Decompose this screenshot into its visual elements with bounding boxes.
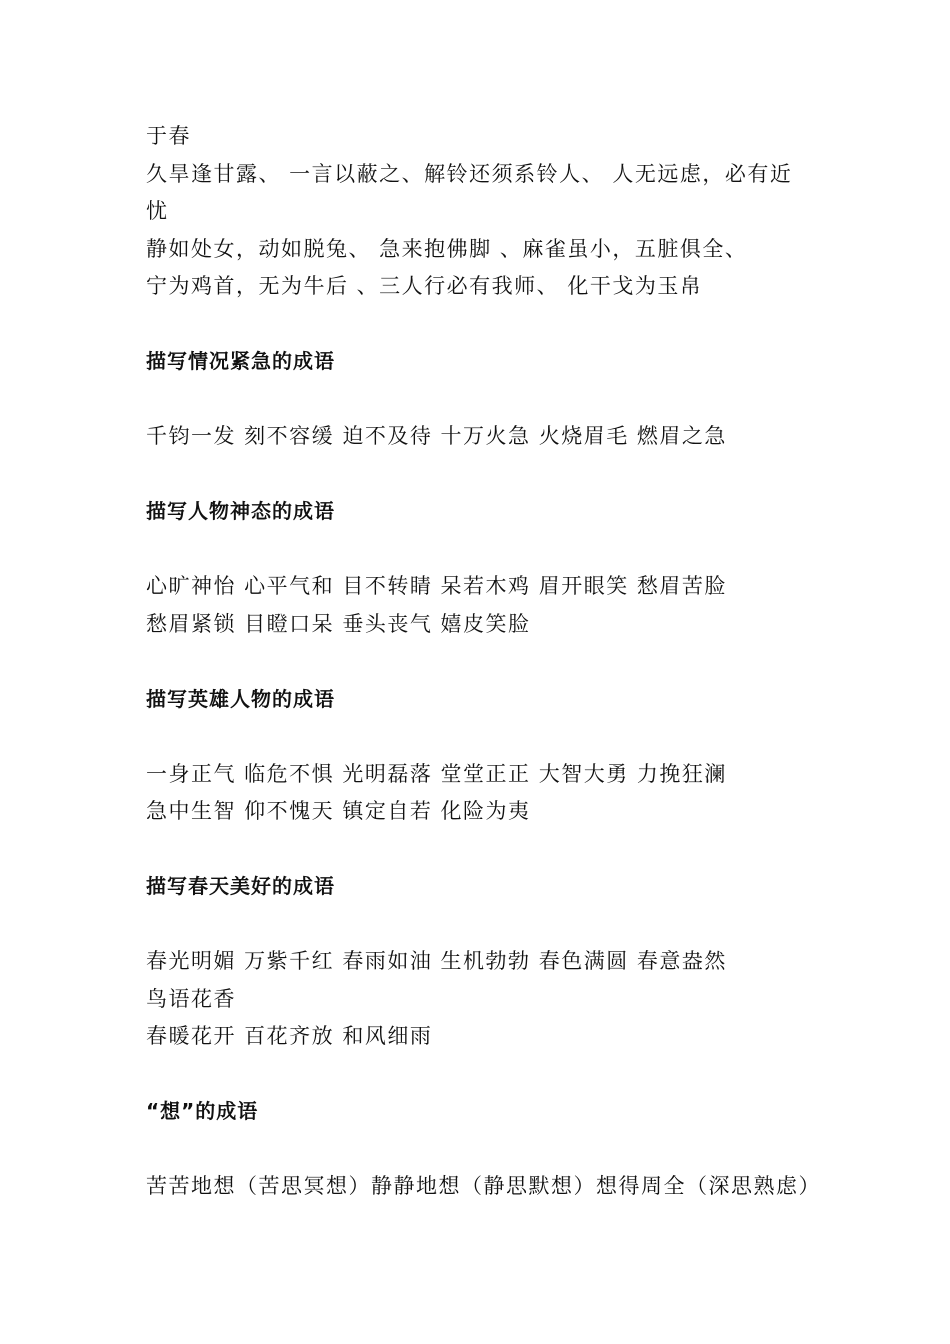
spacer (146, 456, 826, 494)
spacer (146, 531, 826, 569)
text-line: 急中生智 仰不愧天 镇定自若 化险为夷 (146, 799, 531, 823)
text-line: 春光明媚 万紫千红 春雨如油 生机勃勃 春色满圆 春意盎然 (146, 949, 727, 973)
text-line: 心旷神怡 心平气和 目不转睛 呆若木鸡 眉开眼笑 愁眉苦脸 (146, 574, 727, 598)
text-line: 愁眉紧锁 目瞪口呆 垂头丧气 嬉皮笑脸 (146, 611, 531, 636)
spacer (146, 1131, 826, 1169)
text-line: 宁为鸡首，无为牛后 、三人行必有我师、 化干戈为玉帛 (146, 274, 703, 298)
text-line: 鸟语花香 (146, 986, 236, 1011)
spacer (146, 831, 826, 869)
section-heading: 描写情况紧急的成语 (146, 349, 335, 373)
spacer (146, 306, 826, 344)
section-hero (146, 681, 826, 831)
spacer (146, 1056, 826, 1094)
text-line: 春暖花开 百花齐放 和风细雨 (146, 1024, 433, 1048)
text-line: 久旱逢甘露、 一言以蔽之、解铃还须系铃人、 人无远虑，必有近 (146, 161, 793, 186)
text-line: 于春 (146, 124, 191, 148)
section-heading: 描写人物神态的成语 (146, 499, 335, 523)
section-heading: 描写英雄人物的成语 (146, 686, 335, 711)
text-line: 一身正气 临危不惧 光明磊落 堂堂正正 大智大勇 力挽狂澜 (146, 761, 727, 786)
document-body (146, 118, 826, 1206)
text-line: 千钧一发 刻不容缓 迫不及待 十万火急 火烧眉毛 燃眉之急 (146, 424, 727, 448)
section-think (146, 1093, 826, 1206)
spacer (146, 643, 826, 681)
section-urgent (146, 343, 826, 456)
section-heading: 描写春天美好的成语 (146, 874, 335, 898)
text-line: 苦苦地想（苦思冥想）静静地想（静思默想）想得周全（深思熟虑） (146, 1174, 821, 1198)
spacer (146, 381, 826, 419)
section-heading: “想”的成语 (146, 1099, 259, 1123)
section-spring (146, 868, 826, 1056)
intro-block (146, 118, 826, 306)
spacer (146, 718, 826, 756)
section-expression (146, 493, 826, 643)
text-line: 静如处女，动如脱兔、 急来抱佛脚 、麻雀虽小，五脏俱全、 (146, 236, 748, 261)
text-line: 忧 (146, 199, 169, 223)
spacer (146, 906, 826, 944)
